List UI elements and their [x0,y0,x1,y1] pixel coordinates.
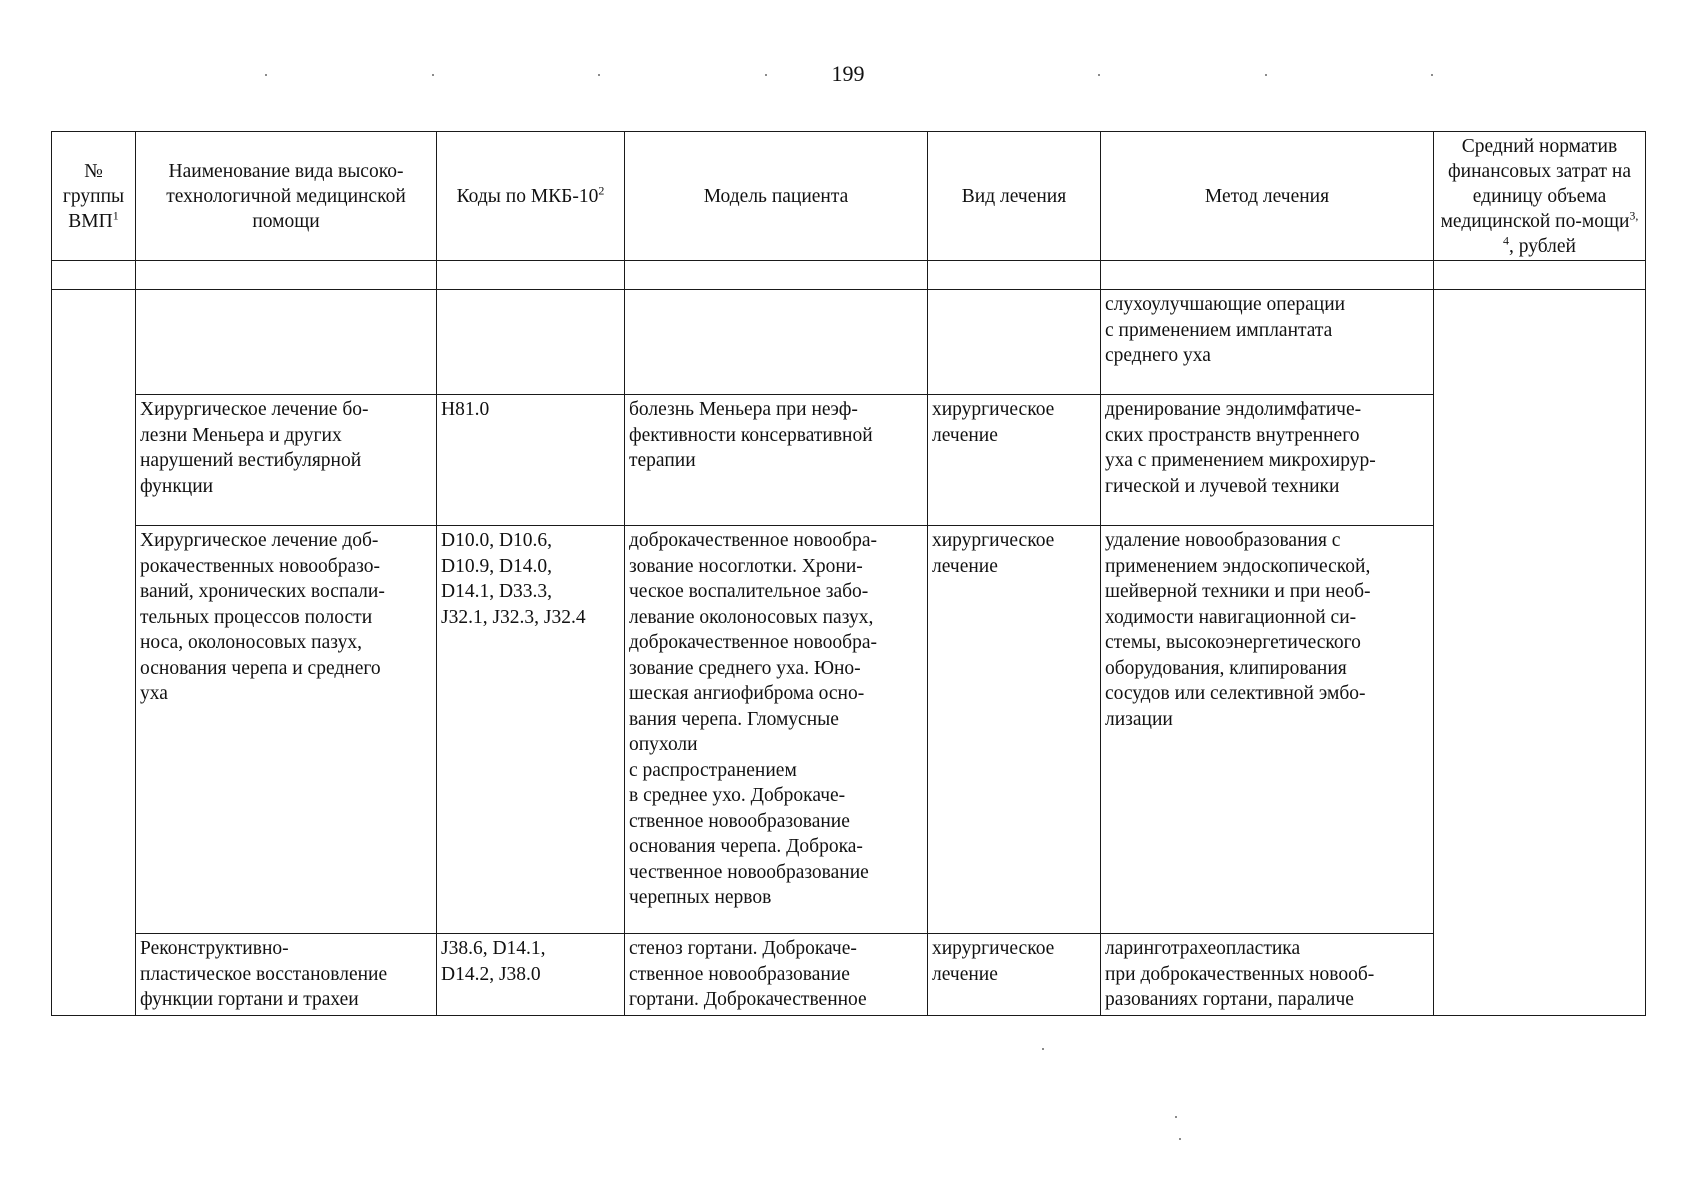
table-row [52,526,1646,934]
cell-treatment-method: удаление новообразования с применением эндоскопической, шейверной техники и при необ- ходимости навигационной си- стемы, высокоэнергетического оборудования, клипирования сосудов или селективной эмбо- лизации [1101,526,1434,934]
spacer-cell [1101,261,1434,290]
cell-treatment-type: хирургическое лечение [928,395,1101,526]
header-group-no-footnote: 1 [112,208,119,222]
spacer-cell [625,261,928,290]
cell-treatment-type: хирургическое лечение [928,934,1101,1016]
cell-cost-norm [1434,290,1646,1016]
header-group-no: № группы ВМП$^1$ [52,132,136,261]
scan-speck [265,74,267,76]
cell-patient-model: стеноз гортани. Доброкаче- ственное новообразование гортани. Доброкачественное [625,934,928,1016]
scan-speck [1265,74,1267,76]
cell-treatment-type: хирургическое лечение [928,526,1101,934]
spacer-cell [136,261,437,290]
scan-speck [765,74,767,76]
cell-icd-codes [437,290,625,395]
page-number: 199 [831,61,865,86]
spacer-cell [52,261,136,290]
cell-name: Хирургическое лечение бо- лезни Меньера и других нарушений вестибулярной функции [136,395,437,526]
scan-speck [1042,1048,1044,1050]
scan-speck [598,74,600,76]
scan-speck [1431,74,1433,76]
scan-speck [1179,1138,1181,1140]
cell-treatment-type [928,290,1101,395]
header-name: Наименование вида высоко-технологичной медицинской помощи [136,132,437,261]
scan-speck [1098,74,1100,76]
cell-name: Хирургическое лечение доб- рокачественных новообразо- ваний, хронических воспали- тельных процессов полости носа, околоносовых пазух, основания черепа и среднего уха [136,526,437,934]
cell-icd-codes: J38.6, D14.1, D14.2, J38.0 [437,934,625,1016]
cell-treatment-method: ларинготрахеопластика при доброкачественных новооб- разованиях гортани, параличе [1101,934,1434,1016]
spacer-cell [1434,261,1646,290]
spacer-cell [928,261,1101,290]
header-treatment-type: Вид лечения [928,132,1101,261]
cell-patient-model: доброкачественное новообра- зование носоглотки. Хрони- ческое воспалительное забо- левание околоносовых пазух, доброкачественное новообра- зование среднего уха. Юно- шеская ангиофиброма осно- вания черепа. Гломусные опухоли с распространением в среднее ухо. Доброкаче- ственное новообразование основания черепа. Доброка- чественное новообразование черепных нервов [625,526,928,934]
cell-treatment-method: слухоулучшающие операции с применением имплантата среднего уха [1101,290,1434,395]
header-row [52,132,1646,261]
header-spacer-row [52,261,1646,290]
cell-icd-codes: H81.0 [437,395,625,526]
header-icd-codes: Коды по МКБ-$10^2$ [437,132,625,261]
scan-speck [1175,1116,1177,1118]
cell-patient-model: болезнь Меньера при неэф- фективности консервативной терапии [625,395,928,526]
header-treatment-method: Метод лечения [1101,132,1434,261]
header-cost-norm: Средний норматив финансовых затрат на единицу объема медицинской по-мощи$^{3, 4}$, рублей [1434,132,1646,261]
header-icd-footnote: 2 [598,183,605,197]
scan-speck [432,74,434,76]
cell-patient-model [625,290,928,395]
vmp-table [51,131,1646,1016]
header-cost-footnote: 3, 4 [1503,208,1639,247]
cell-group-no [52,290,136,1016]
cell-name: Реконструктивно- пластическое восстановление функции гортани и трахеи [136,934,437,1016]
cell-treatment-method: дренирование эндолимфатиче- ских пространств внутреннего уха с применением микрохирур- гической и лучевой техники [1101,395,1434,526]
cell-name [136,290,437,395]
cell-icd-codes: D10.0, D10.6, D10.9, D14.0, D14.1, D33.3, J32.1, J32.3, J32.4 [437,526,625,934]
spacer-cell [437,261,625,290]
table-row [52,290,1646,395]
table-row [52,934,1646,1016]
header-patient-model: Модель пациента [625,132,928,261]
table-row [52,395,1646,526]
